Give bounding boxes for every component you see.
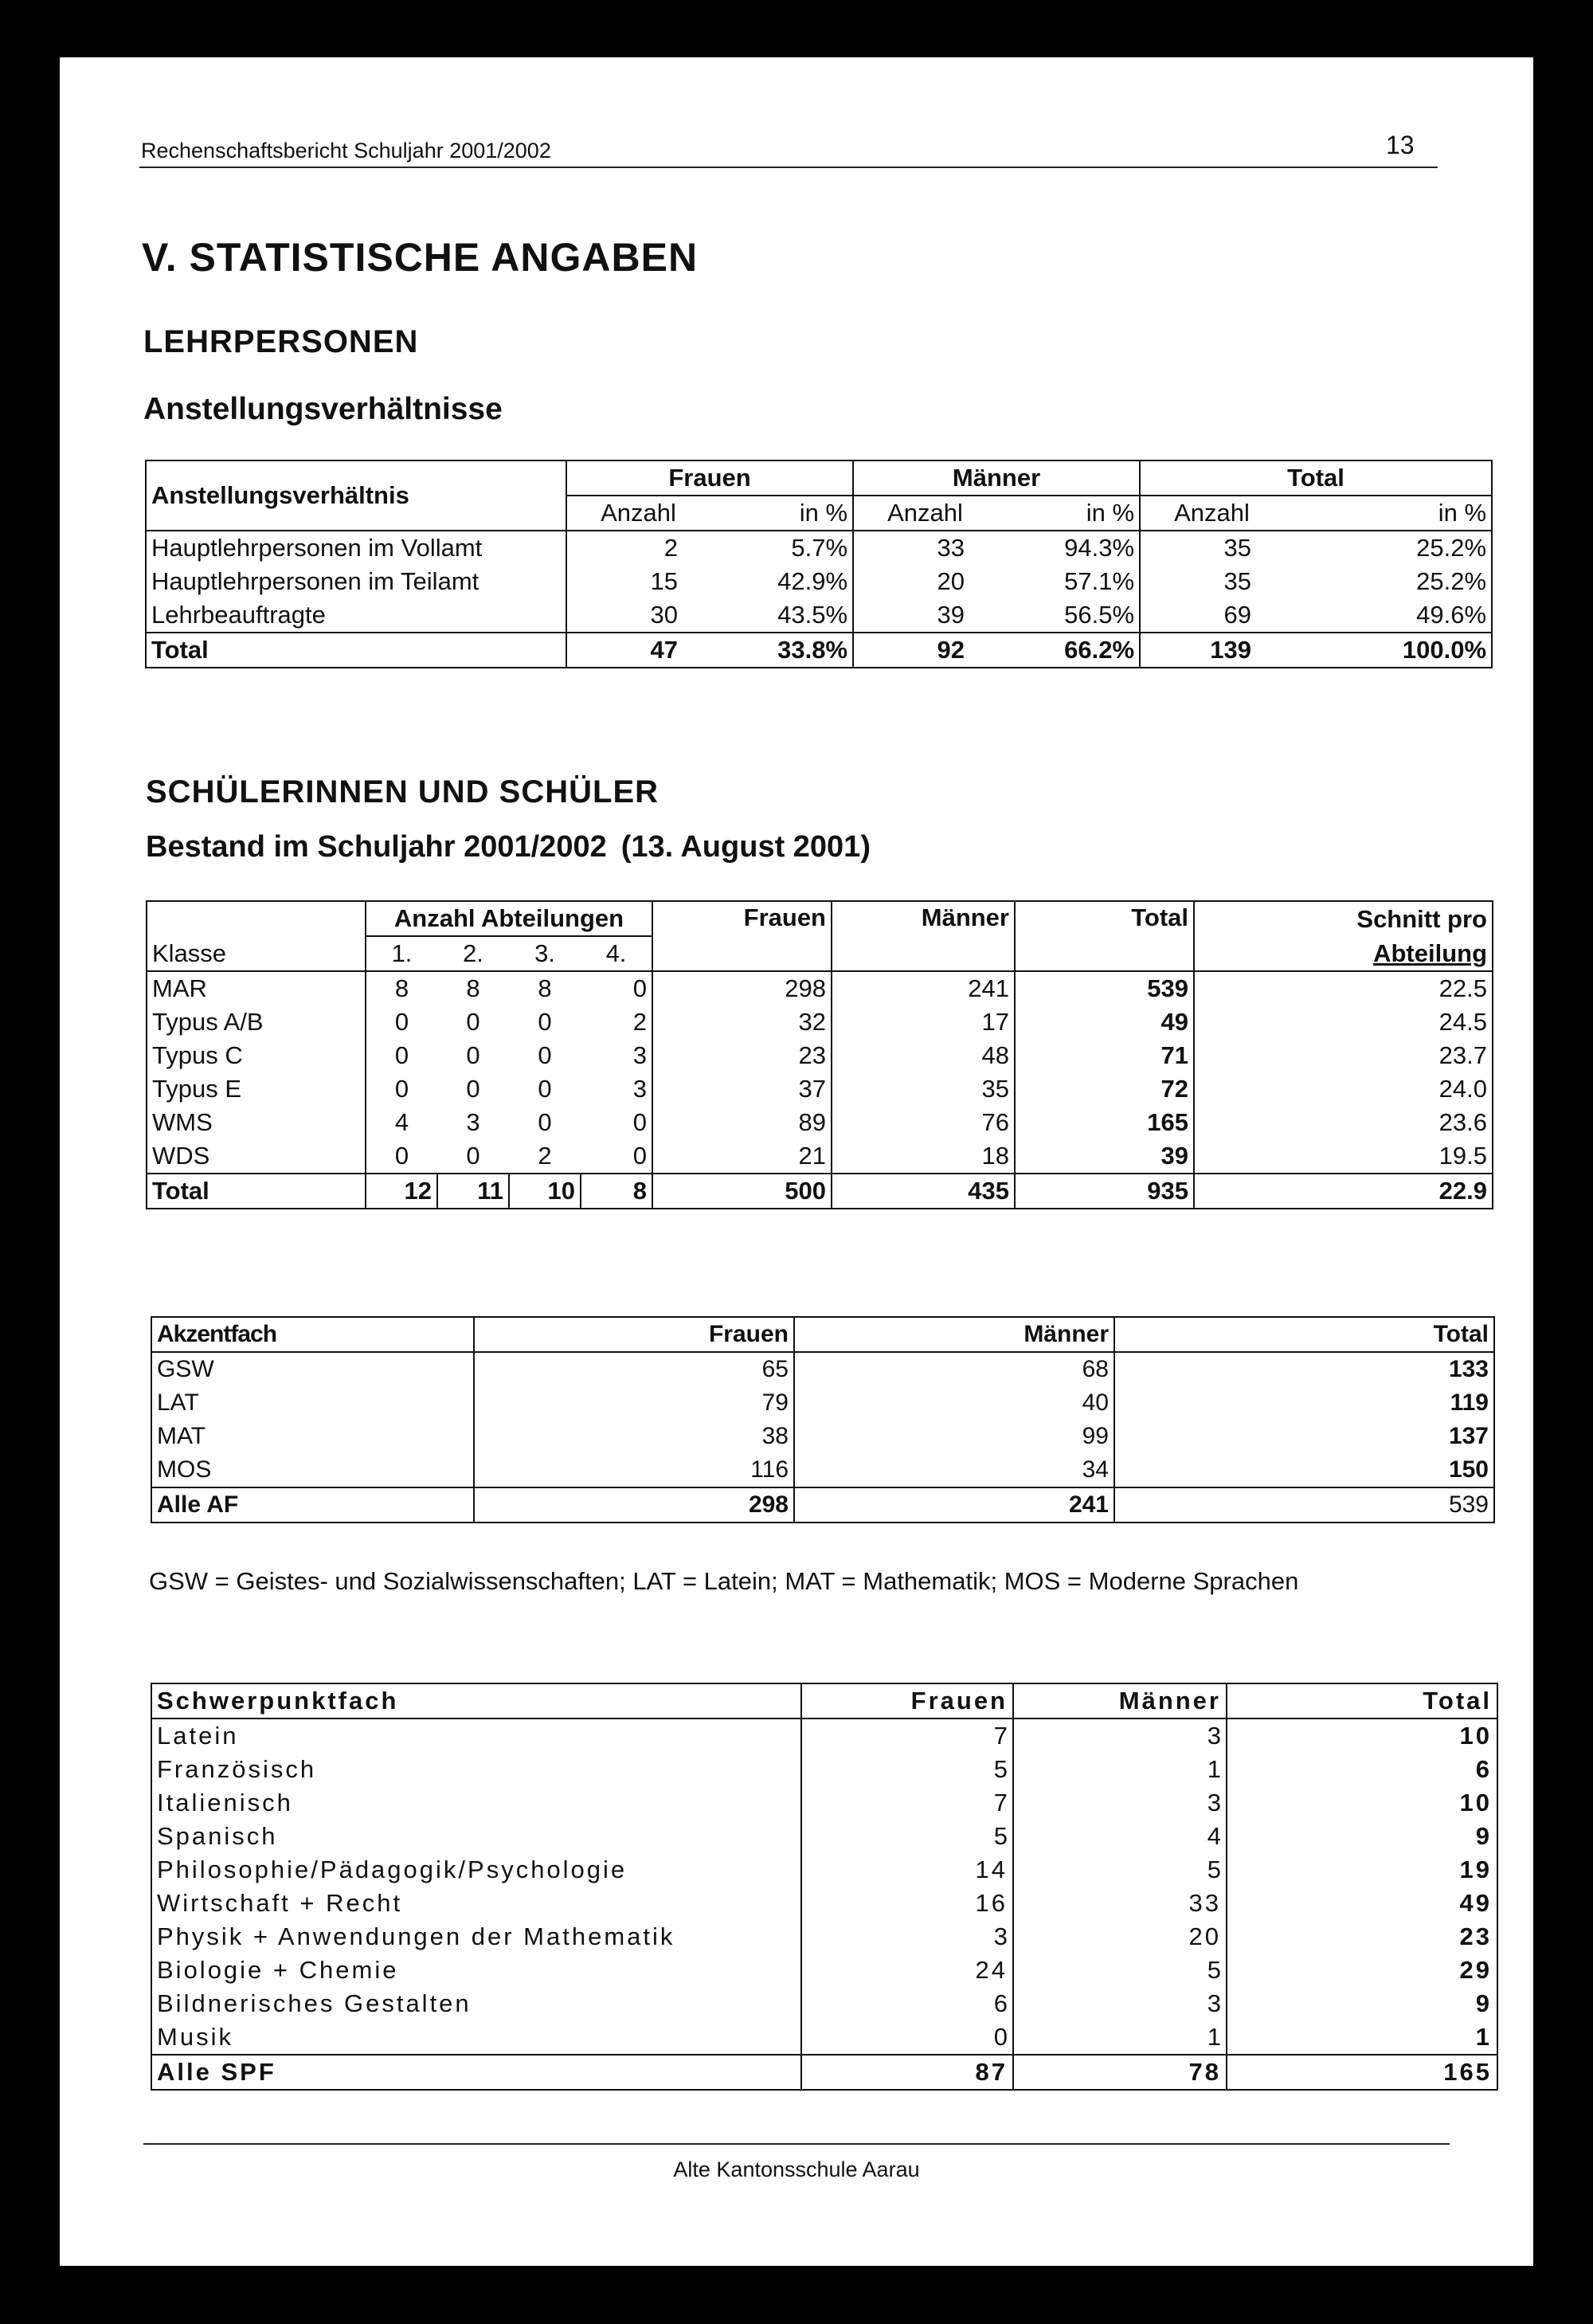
cell: MAR: [147, 971, 366, 1005]
table-row: [151, 1386, 1494, 1420]
table-row: [151, 1786, 1497, 1820]
cell: 38: [474, 1420, 794, 1453]
cell: 0: [538, 1108, 552, 1136]
cell: 33: [1013, 1887, 1227, 1920]
group-frauen: Frauen: [566, 460, 853, 496]
spf-header: Frauen: [801, 1683, 1013, 1719]
cell: 92: [853, 633, 996, 668]
year-header: 1.: [366, 936, 437, 971]
cell: LAT: [151, 1386, 474, 1420]
document-page: [60, 57, 1533, 2266]
cell: 3: [466, 1108, 480, 1136]
cell: GSW: [151, 1352, 474, 1386]
akzent-header: Total: [1114, 1317, 1494, 1352]
cell: 49: [1227, 1887, 1497, 1920]
cell: 18: [832, 1139, 1015, 1174]
subcol-percent: in %: [1283, 496, 1492, 531]
cell: WDS: [147, 1139, 366, 1174]
bestand-date: (13. August 2001): [620, 830, 871, 864]
anstellung-subheading: Anstellungsverhältnisse: [143, 392, 503, 426]
cell: 165: [1015, 1106, 1194, 1139]
cell: 1: [1227, 2020, 1497, 2055]
cell: 0: [581, 1106, 652, 1139]
cell: MAT: [151, 1420, 474, 1453]
cell: 42.9%: [710, 565, 853, 598]
group-maenner: Männer: [853, 460, 1140, 496]
cell: 20: [1013, 1920, 1227, 1954]
table-row: [151, 1853, 1497, 1887]
page-number: 13: [1386, 131, 1415, 159]
cell: 0: [366, 1072, 437, 1106]
cell: 3: [801, 1920, 1013, 1954]
cell: 435: [832, 1174, 1015, 1209]
cell: 21: [652, 1139, 832, 1174]
table-row: [147, 1072, 1493, 1106]
cell: 35: [1223, 567, 1252, 595]
akzentfach-table: [151, 1316, 1495, 1523]
cell: 94.3%: [996, 531, 1140, 565]
total-row: [147, 1174, 1493, 1209]
cell: 0: [538, 1041, 552, 1069]
footer-divider: [143, 2143, 1450, 2145]
year-header: 2.: [437, 936, 509, 971]
cell: 69: [1223, 601, 1252, 629]
footer-school: Alte Kantonsschule Aarau: [673, 2157, 920, 2181]
cell: 66.2%: [996, 633, 1140, 668]
cell: 1: [1013, 1753, 1227, 1786]
table-row: [147, 1039, 1493, 1072]
cell: Latein: [151, 1719, 801, 1753]
cell: 25.2%: [1283, 565, 1492, 598]
klasse-header-blank: [147, 901, 366, 936]
cell: 137: [1114, 1420, 1494, 1453]
cell: 48: [832, 1039, 1015, 1072]
total-row: [146, 633, 1492, 668]
cell: 5: [801, 1820, 1013, 1853]
akzent-header: Akzentfach: [151, 1317, 474, 1352]
frauen-header: Frauen: [652, 901, 832, 971]
akzentfach-legend: GSW = Geistes- und Sozialwissenschaften; LAT = Latein; MAT = Mathematik; MOS = Moderne Sprachen: [149, 1567, 1299, 1595]
punch-hole: [0, 829, 29, 884]
cell: 241: [832, 971, 1015, 1005]
cell: 37: [652, 1072, 832, 1106]
cell: 24.5: [1194, 1005, 1493, 1039]
cell: 7: [801, 1786, 1013, 1820]
cell: 43.5%: [710, 598, 853, 633]
schnitt-header: Schnitt pro: [1194, 901, 1493, 936]
subcol-anzahl: Anzahl: [853, 496, 996, 531]
table-row: [151, 1920, 1497, 1954]
table-row: [146, 598, 1492, 633]
cell: 3: [581, 1072, 652, 1106]
header-title: Rechenschaftsbericht Schuljahr 2001/2002: [141, 139, 551, 163]
cell: 32: [652, 1005, 832, 1039]
cell: 100.0%: [1283, 633, 1492, 668]
table-row: [151, 1352, 1494, 1386]
cell: 9: [1227, 1820, 1497, 1853]
cell: 298: [474, 1487, 794, 1523]
year-header: 3.: [509, 936, 581, 971]
cell: 29: [1227, 1954, 1497, 1987]
lehrpersonen-heading: LEHRPERSONEN: [143, 324, 419, 359]
cell: 87: [801, 2055, 1013, 2090]
cell: 5: [801, 1753, 1013, 1786]
total-row: [151, 1487, 1494, 1523]
cell: 539: [1015, 971, 1194, 1005]
cell: 165: [1227, 2055, 1497, 2090]
bestand-subheading: [146, 830, 871, 864]
cell: 40: [794, 1386, 1114, 1420]
cell: 12: [366, 1174, 437, 1209]
cell: 8: [366, 971, 437, 1005]
akzent-header: Frauen: [474, 1317, 794, 1352]
row-label: Hauptlehrpersonen im Teilamt: [146, 565, 566, 598]
table-row: [151, 1453, 1494, 1487]
cell: 24.0: [1194, 1072, 1493, 1106]
cell: 57.1%: [996, 565, 1140, 598]
cell: 119: [1114, 1386, 1494, 1420]
schueler-heading: SCHÜLERINNEN UND SCHÜLER: [146, 774, 660, 809]
table-row: [151, 1887, 1497, 1920]
cell: 5.7%: [710, 531, 853, 565]
cell: 22.9: [1194, 1174, 1493, 1209]
cell: 65: [474, 1352, 794, 1386]
cell: 241: [794, 1487, 1114, 1523]
akzent-header: Männer: [794, 1317, 1114, 1352]
cell: Französisch: [151, 1753, 801, 1786]
cell: 500: [652, 1174, 832, 1209]
cell: 39: [937, 601, 965, 629]
table-row: [151, 1954, 1497, 1987]
cell: 3: [581, 1039, 652, 1072]
year-header: 4.: [581, 936, 652, 971]
cell: 539: [1114, 1487, 1494, 1523]
table-row: [151, 1753, 1497, 1786]
abteilungen-label: Anzahl Abteilungen: [366, 901, 652, 936]
cell: 1: [1013, 2020, 1227, 2055]
cell: Spanisch: [151, 1820, 801, 1853]
cell: 30: [650, 601, 678, 629]
spf-header: Total: [1227, 1683, 1497, 1719]
cell: 14: [801, 1853, 1013, 1887]
cell: 49.6%: [1283, 598, 1492, 633]
total-row: [151, 2055, 1497, 2090]
cell: 0: [581, 971, 652, 1005]
table-row: [147, 1106, 1493, 1139]
cell: 4: [366, 1106, 437, 1139]
cell: 2: [663, 534, 678, 562]
cell: Typus E: [147, 1072, 366, 1106]
cell: 150: [1114, 1453, 1494, 1487]
cell: Bildnerisches Gestalten: [151, 1987, 801, 2020]
cell: 4: [1013, 1820, 1227, 1853]
cell: 133: [1114, 1352, 1494, 1386]
cell: 72: [1015, 1072, 1194, 1106]
group-total: Total: [1140, 460, 1492, 496]
row-label: Hauptlehrpersonen im Vollamt: [146, 531, 566, 565]
anstellung-table: [145, 460, 1493, 668]
cell: 3: [1013, 1786, 1227, 1820]
cell: 19: [1227, 1853, 1497, 1887]
total-header: Total: [1015, 901, 1194, 971]
cell: 25.2%: [1283, 531, 1492, 565]
cell: 298: [652, 971, 832, 1005]
subcol-anzahl: Anzahl: [566, 496, 710, 531]
cell: Alle AF: [151, 1487, 474, 1523]
cell: 24: [801, 1954, 1013, 1987]
table-row: [151, 1719, 1497, 1753]
punch-hole: [0, 1430, 29, 1486]
klasse-header: Klasse: [147, 936, 366, 971]
row-label: Total: [146, 633, 566, 668]
cell: 0: [466, 1142, 480, 1170]
cell: Musik: [151, 2020, 801, 2055]
table-row: [147, 1139, 1493, 1174]
cell: 35: [832, 1072, 1015, 1106]
cell: 3: [1013, 1719, 1227, 1753]
cell: 0: [466, 1075, 480, 1103]
cell: 39: [1015, 1139, 1194, 1174]
cell: 6: [1227, 1753, 1497, 1786]
cell: Biologie + Chemie: [151, 1954, 801, 1987]
table-row: [151, 1987, 1497, 2020]
table-row: [146, 531, 1492, 565]
cell: 5: [1013, 1954, 1227, 1987]
cell: 0: [538, 1075, 552, 1103]
cell: 2: [538, 1142, 552, 1170]
schnitt-header: Abteilung: [1194, 936, 1493, 971]
cell: 16: [801, 1887, 1013, 1920]
schwerpunktfach-table: [151, 1683, 1498, 2091]
cell: Typus C: [147, 1039, 366, 1072]
cell: 47: [566, 633, 710, 668]
cell: 0: [466, 1041, 480, 1069]
bestand-table: [146, 900, 1493, 1209]
cell: MOS: [151, 1453, 474, 1487]
cell: 6: [801, 1987, 1013, 2020]
cell: 2: [581, 1005, 652, 1039]
cell: 23: [1227, 1920, 1497, 1954]
table-row: [146, 565, 1492, 598]
cell: 0: [466, 1008, 480, 1036]
table-row: [151, 1420, 1494, 1453]
section-title: V. STATISTISCHE ANGABEN: [142, 235, 699, 280]
cell: 33.8%: [710, 633, 853, 668]
cell: 23: [652, 1039, 832, 1072]
cell: 99: [794, 1420, 1114, 1453]
cell: Alle SPF: [151, 2055, 801, 2090]
cell: Total: [147, 1174, 366, 1209]
cell: 34: [794, 1453, 1114, 1487]
spf-header: Männer: [1013, 1683, 1227, 1719]
cell: 23.7: [1194, 1039, 1493, 1072]
cell: 0: [366, 1139, 437, 1174]
spf-header: Schwerpunktfach: [151, 1683, 801, 1719]
cell: 19.5: [1194, 1139, 1493, 1174]
cell: 89: [652, 1106, 832, 1139]
cell: 8: [437, 971, 509, 1005]
cell: Italienisch: [151, 1786, 801, 1820]
cell: 79: [474, 1386, 794, 1420]
cell: 10: [1227, 1786, 1497, 1820]
cell: Philosophie/Pädagogik/Psychologie: [151, 1853, 801, 1887]
cell: WMS: [147, 1106, 366, 1139]
subcol-percent: in %: [710, 496, 853, 531]
cell: 0: [538, 1008, 552, 1036]
cell: 68: [794, 1352, 1114, 1386]
cell: Typus A/B: [147, 1005, 366, 1039]
cell: 10: [1227, 1719, 1497, 1753]
cell: 23.6: [1194, 1106, 1493, 1139]
header-divider: [139, 167, 1438, 168]
cell: 0: [366, 1039, 437, 1072]
cell: 11: [437, 1174, 509, 1209]
anstellung-col-label: Anstellungsverhältnis: [146, 460, 566, 531]
cell: 8: [581, 1174, 652, 1209]
row-label: Lehrbeauftragte: [146, 598, 566, 633]
bestand-title: Bestand im Schuljahr 2001/2002: [146, 830, 607, 864]
cell: 0: [581, 1139, 652, 1174]
table-row: [147, 971, 1493, 1005]
cell: 15: [650, 567, 678, 595]
cell: 78: [1013, 2055, 1227, 2090]
cell: 139: [1140, 633, 1283, 668]
cell: 0: [801, 2020, 1013, 2055]
table-row: [147, 1005, 1493, 1039]
cell: 935: [1015, 1174, 1194, 1209]
table-row: [151, 2020, 1497, 2055]
cell: 49: [1015, 1005, 1194, 1039]
cell: 8: [509, 971, 581, 1005]
cell: 17: [832, 1005, 1015, 1039]
cell: 35: [1223, 534, 1252, 562]
cell: 76: [832, 1106, 1015, 1139]
cell: 3: [1013, 1987, 1227, 2020]
subcol-percent: in %: [996, 496, 1140, 531]
cell: Physik + Anwendungen der Mathematik: [151, 1920, 801, 1954]
cell: 71: [1015, 1039, 1194, 1072]
cell: 116: [474, 1453, 794, 1487]
cell: 20: [937, 567, 965, 595]
maenner-header: Männer: [832, 901, 1015, 971]
cell: 7: [801, 1719, 1013, 1753]
cell: 9: [1227, 1987, 1497, 2020]
cell: Wirtschaft + Recht: [151, 1887, 801, 1920]
cell: 10: [509, 1174, 581, 1209]
cell: 0: [366, 1005, 437, 1039]
cell: 5: [1013, 1853, 1227, 1887]
cell: 33: [937, 534, 965, 562]
cell: 22.5: [1194, 971, 1493, 1005]
table-row: [151, 1820, 1497, 1853]
subcol-anzahl: Anzahl: [1140, 496, 1283, 531]
cell: 56.5%: [996, 598, 1140, 633]
